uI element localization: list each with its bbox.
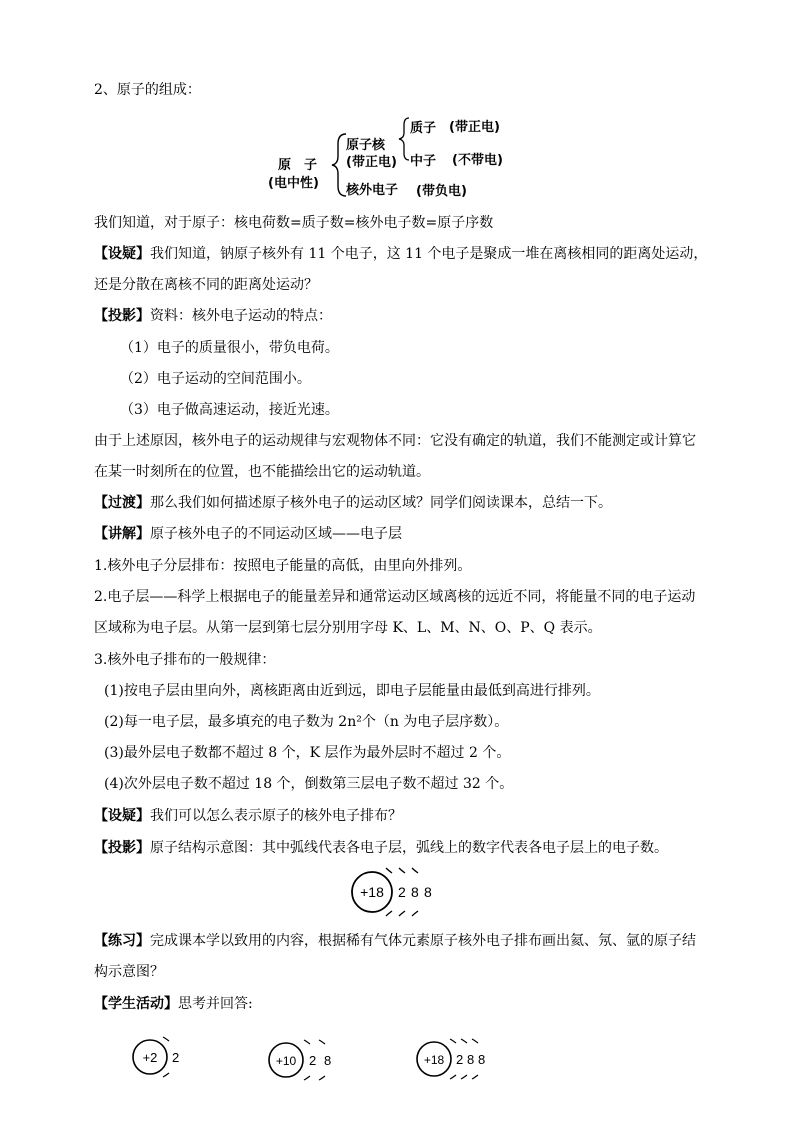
electron-note: (带负电) xyxy=(416,184,467,199)
paragraph: 在某一时刻所在的位置，也不能描绘出它的运动轨道。 xyxy=(94,464,430,480)
list-item: (4)次外层电子数不超过 18 个，倒数第三层电子数不超过 32 个。 xyxy=(104,776,514,792)
paragraph: 【设疑】我们可以怎么表示原子的核外电子排布？ xyxy=(94,808,402,824)
nucleus-charge: +10 xyxy=(275,1054,297,1068)
tag-label: 【练习】 xyxy=(94,933,150,949)
paragraph: 2.电子层——科学上根据电子的能量差异和通常运动区域离核的远近不同，将能量不同的电子运动 xyxy=(94,589,696,605)
paragraph: 1.核外电子分层排布：按照电子能量的高低，由里向外排列。 xyxy=(94,558,472,574)
shell-arc xyxy=(386,911,392,916)
tag-label: 【过渡】 xyxy=(94,495,150,511)
atom-label: 原 子 xyxy=(278,158,318,173)
paragraph: 区域称为电子层。从第一层到第七层分别用字母 K、L、M、N、O、P、Q 表示。 xyxy=(94,620,602,636)
list-item: (3)最外层电子数都不超过 8 个，K 层作为最外层时不超过 2 个。 xyxy=(104,745,511,761)
shell-arc xyxy=(399,911,405,916)
shell-count: 2 xyxy=(456,1052,464,1067)
shell-arc xyxy=(163,1073,169,1077)
paragraph: 我们知道，对于原子：核电荷数=质子数=核外电子数=原子序数 xyxy=(94,215,494,231)
shell-count: 8 xyxy=(478,1052,486,1067)
shell-arc xyxy=(319,1076,325,1080)
shell-count: 2 xyxy=(172,1050,180,1065)
shell-count: 8 xyxy=(424,884,432,900)
section-title: 2、原子的组成： xyxy=(94,82,201,98)
shell-arc xyxy=(386,868,392,873)
nucleus-note: (带正电) xyxy=(346,155,397,170)
shell-arc xyxy=(304,1076,310,1080)
paragraph: 还是分散在离核不同的距离处运动？ xyxy=(94,277,318,293)
argon-diagram xyxy=(414,1038,498,1084)
nucleus-label: 原子核 xyxy=(346,138,386,153)
shell-arc xyxy=(319,1040,325,1044)
shell-arc xyxy=(461,1075,467,1079)
list-item: (1)按电子层由里向外，离核距离由近到远，即电子层能量由最低到高进行排列。 xyxy=(104,683,600,699)
electron-label: 核外电子 xyxy=(346,183,399,198)
tag-label: 【设疑】 xyxy=(94,808,150,824)
shell-count: 2 xyxy=(309,1053,317,1068)
tag-label: 【学生活动】 xyxy=(94,996,178,1012)
neutron-label: 中子 xyxy=(410,154,437,169)
shell-count: 2 xyxy=(398,884,406,900)
tag-label: 【投影】 xyxy=(94,308,150,324)
shell-arc xyxy=(412,868,418,873)
neon-diagram xyxy=(266,1040,346,1086)
list-item: （2）电子运动的空间范围小。 xyxy=(120,371,311,387)
proton-note: (带正电) xyxy=(449,120,500,135)
shell-count: 8 xyxy=(411,884,419,900)
proton-label: 质子 xyxy=(410,121,437,136)
shell-arc xyxy=(399,868,405,873)
shell-arc xyxy=(472,1075,478,1079)
paragraph: 【讲解】原子核外电子的不同运动区域——电子层 xyxy=(94,526,402,542)
shell-arc xyxy=(450,1075,456,1079)
list-item: (2)每一电子层，最多填充的电子数为 2n²个（n 为电子层序数）。 xyxy=(104,714,509,730)
nucleus-charge: +18 xyxy=(423,1053,445,1067)
shell-arc xyxy=(163,1037,169,1041)
paragraph: 【学生活动】思考并回答: xyxy=(94,996,253,1012)
shell-count: 8 xyxy=(324,1053,332,1068)
nucleus-charge: +18 xyxy=(360,884,384,900)
paragraph: 【投影】原子结构示意图：其中弧线代表各电子层，弧线上的数字代表各电子层上的电子数。 xyxy=(94,840,668,856)
paragraph: 【过渡】那么我们如何描述原子核外电子的运动区域？同学们阅读课本，总结一下。 xyxy=(94,495,612,511)
argon-example-diagram xyxy=(350,866,450,922)
shell-arc xyxy=(472,1039,478,1043)
shell-arc xyxy=(450,1039,456,1043)
shell-arc xyxy=(461,1039,467,1043)
tag-label: 【设疑】 xyxy=(94,246,150,262)
helium-diagram xyxy=(128,1036,198,1082)
nucleus-charge: +2 xyxy=(142,1050,158,1065)
paragraph: 3.核外电子排布的一般规律： xyxy=(94,652,276,668)
list-item: （1）电子的质量很小，带负电荷。 xyxy=(120,340,339,356)
paragraph: 【练习】完成课本学以致用的内容，根据稀有气体元素原子核外电子排布画出氦、氖、氩的原子结 xyxy=(94,933,696,949)
atom-note: (电中性) xyxy=(268,176,319,191)
tag-label: 【投影】 xyxy=(94,840,150,856)
paragraph: 【设疑】我们知道，钠原子核外有 11 个电子，这 11 个电子是聚成一堆在离核相同的距离处运动， xyxy=(94,246,708,262)
shell-count: 8 xyxy=(467,1052,475,1067)
shell-arc xyxy=(304,1040,310,1044)
paragraph: 构示意图？ xyxy=(94,964,164,980)
inner-brace xyxy=(397,115,411,163)
neutron-note: (不带电) xyxy=(452,153,503,168)
paragraph: 由于上述原因，核外电子的运动规律与宏观物体不同：它没有确定的轨道，我们不能测定或计算它 xyxy=(94,433,696,449)
paragraph: 【投影】资料：核外电子运动的特点： xyxy=(94,308,332,324)
list-item: （3）电子做高速运动，接近光速。 xyxy=(120,402,339,418)
tag-label: 【讲解】 xyxy=(94,526,150,542)
shell-arc xyxy=(412,911,418,916)
